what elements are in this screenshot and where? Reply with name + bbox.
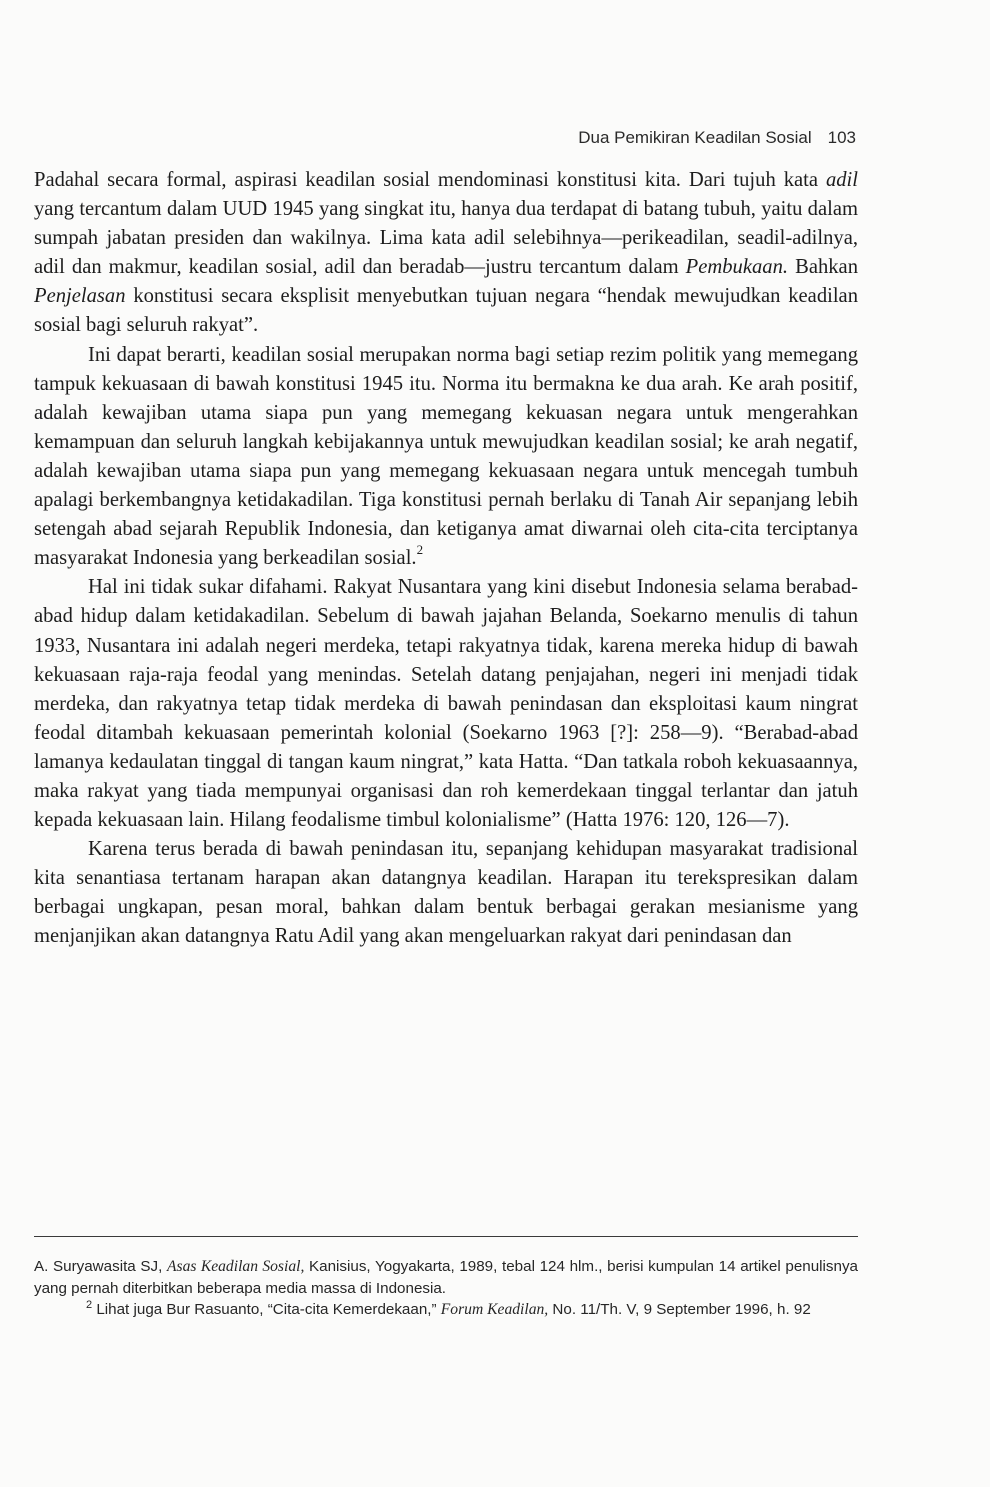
italic-pembukaan: Pembukaan. — [685, 256, 789, 279]
footnote-2-text-a: Lihat juga Bur Rasuanto, “Cita-cita Kemerdekaan,” — [92, 1301, 441, 1318]
footnote-2-number: 2 — [86, 1298, 93, 1311]
paragraph-4 — [34, 835, 858, 951]
footnote-2 — [34, 1299, 858, 1321]
footnote-2-title: Forum Keadilan, — [440, 1301, 549, 1318]
paragraph-3-text: Hal ini tidak sukar difahami. Rakyat Nusantara yang kini disebut Indonesia selama berabad-abad hidup dalam ketidakadilan. Sebelum di bawah jajahan Belanda, Soekarno menulis di tahun 1933, Nusantara ini adalah negeri merdeka, tetapi rakyatnya tidak, karena mereka hidup di bawah kekuasaan raja-raja feodal yang menindas. Setelah datang penjajahan, negeri ini menjadi tidak merdeka, dan rakyatnya tetap tidak merdeka di bawah penindasan dan eksploitasi kaum ningrat feodal ditambah kekuasaan pemerintah kolonial (Soekarno 1963 [?]: 258—9). “Berabad-abad lamanya kedaulatan tinggal di tangan kaum ningrat,” kata Hatta. “Dan tatkala roboh kekuasaannya, maka rakyat yang tiada mempunyai organisasi dan roh kemerdekaan tinggal terlantar dan jatuh kepada kekuasaan lain. Hilang feodalisme timbul kolonialisme” (Hatta 1976: 120, 126—7). — [34, 576, 858, 832]
italic-penjelasan: Penjelasan — [34, 285, 126, 308]
footnote-2-text-b: No. 11/Th. V, 9 September 1996, h. 92 — [548, 1301, 811, 1318]
footnote-1-text-a: A. Suryawasita SJ, — [34, 1258, 168, 1275]
paragraph-1-text-b: yang tercantum dalam UUD 1945 yang singkat itu, hanya dua terdapat di batang tubuh, yaitu dalam sumpah jabatan presiden dan wakilnya. Lima kata adil selebihnya—perikeadilan, seadil-adilnya, adil dan makmur, keadilan sosial, adil dan beradab—justru tercantum dalam — [34, 198, 858, 279]
paragraph-1-text-a: Padahal secara formal, aspirasi keadilan sosial mendominasi konstitusi kita. Dari tujuh kata — [34, 169, 826, 191]
running-title: Dua Pemikiran Keadilan Sosial — [578, 128, 812, 147]
paragraph-1-text-d: konstitusi secara eksplisit menyebutkan tujuan negara “hendak mewujudkan keadilan sosial bagi seluruh rakyat”. — [34, 285, 858, 337]
italic-adil: adil — [825, 169, 858, 191]
footnotes — [34, 1256, 858, 1321]
running-header — [34, 128, 856, 148]
footnote-1 — [34, 1256, 858, 1299]
paragraph-1 — [34, 166, 858, 341]
paragraph-4-text: Karena terus berada di bawah penindasan itu, sepanjang kehidupan masyarakat tradisional kita senantiasa tertanam harapan akan datangnya keadilan. Harapan itu terekspresikan dalam berbagai ungkapan, pesan moral, bahkan dalam bentuk berbagai gerakan mesianisme yang menjanjikan akan datangnya Ratu Adil yang akan mengeluarkan rakyat dari penindasan dan — [34, 838, 858, 948]
paragraph-2-text: Ini dapat berarti, keadilan sosial merupakan norma bagi setiap rezim politik yang memegang tampuk kekuasaan di bawah konstitusi 1945 itu. Norma itu bermakna ke dua arah. Ke arah positif, adalah kewajiban utama siapa pun yang memegang kekuasan negara untuk mengerahkan kemampuan dan seluruh langkah kebijakannya untuk mewujudkan keadilan sosial; ke arah negatif, adalah kewajiban utama siapa pun yang memegang kekuasaan negara untuk mencegah tumbuh apalagi berkembangnya ketidakadilan. Tiga konstitusi pernah berlaku di Tanah Air sepanjang lebih setengah abad sejarah Republik Indonesia, dan ketiganya amat diwarnai oleh cita-cita terciptanya masyarakat Indonesia yang berkeadilan sosial. — [34, 343, 858, 570]
paragraph-1-text-c: Bahkan — [788, 256, 858, 279]
footnote-1-text-b: Kanisius, Yogyakarta, 1989, tebal 124 hlm., berisi kumpulan 14 artikel penulisnya yang pernah diterbitkan beberapa media massa di Indonesia. — [34, 1258, 858, 1297]
paragraph-2 — [34, 341, 858, 574]
main-text — [34, 166, 858, 952]
paragraph-3 — [34, 573, 858, 835]
footnote-ref-2[interactable]: 2 — [416, 542, 424, 558]
footnote-1-title: Asas Keadilan Sosial, — [167, 1258, 305, 1275]
page-number: 103 — [827, 128, 856, 147]
footnote-divider — [34, 1236, 858, 1237]
